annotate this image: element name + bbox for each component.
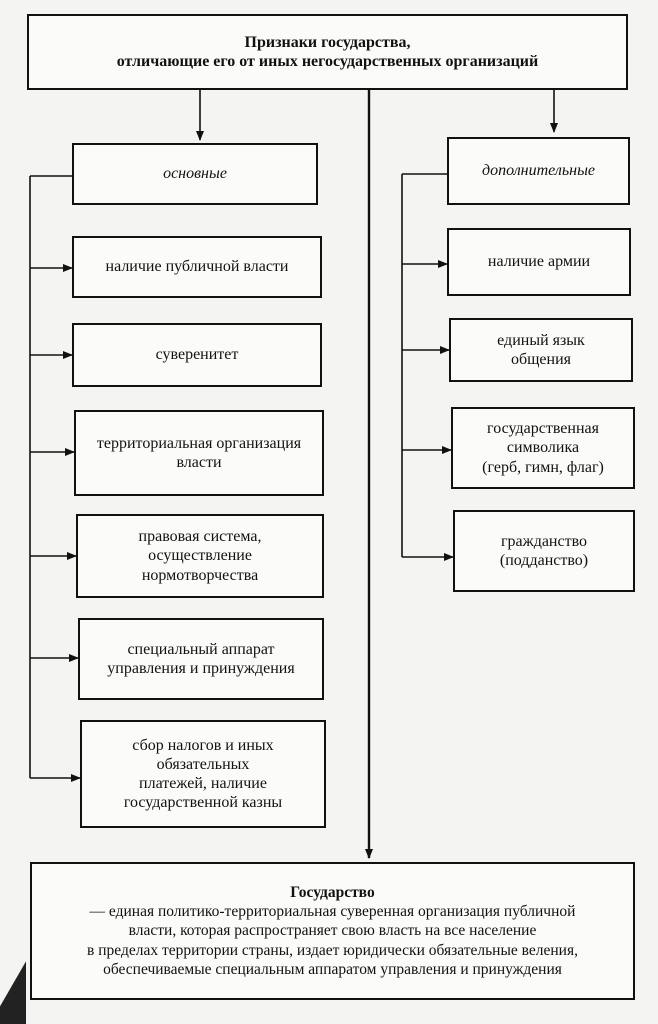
basic-item-text: государственной казны xyxy=(123,794,283,812)
basic-features-box xyxy=(72,143,318,205)
basic-features-label: основные xyxy=(163,165,227,183)
definition-line: — единая политико-территориальная суверенная организация публичной xyxy=(89,902,576,920)
additional-item-text: (подданство) xyxy=(499,552,589,569)
basic-item xyxy=(72,323,322,387)
basic-item-text: управления и принуждения xyxy=(107,660,295,677)
basic-item-text: нормотворчества xyxy=(141,566,259,584)
additional-item-text: общения xyxy=(510,351,572,368)
additional-features-label: дополнительные xyxy=(482,162,595,180)
basic-item xyxy=(76,514,324,598)
basic-item xyxy=(74,410,324,496)
additional-item-text: гражданство xyxy=(500,532,588,550)
additional-features-box xyxy=(447,137,630,205)
additional-item-text: символика xyxy=(506,439,580,457)
basic-item-text: территориальная организация xyxy=(96,434,302,452)
additional-item-text: единый язык xyxy=(497,331,585,349)
additional-item-text: (герб, гимн, флаг) xyxy=(482,458,604,476)
basic-item xyxy=(78,618,324,700)
scan-edge-shadow xyxy=(0,954,26,1024)
title-line-1: Признаки государства, xyxy=(244,33,411,51)
basic-item-text: сбор налогов и иных xyxy=(132,736,274,754)
title-line-2: отличающие его от иных негосударственных организаций xyxy=(116,53,539,70)
basic-item-text: осуществление xyxy=(148,547,252,565)
additional-item xyxy=(453,510,635,592)
basic-item-text: специальный аппарат xyxy=(127,640,275,658)
additional-item-text: государственная xyxy=(487,420,599,438)
basic-item xyxy=(80,720,326,828)
basic-item-text: суверенитет xyxy=(155,346,239,364)
definition-line: в пределах территории страны, издает юридически обязательные веления, xyxy=(87,941,578,959)
state-definition-box xyxy=(30,862,635,1000)
basic-item xyxy=(72,236,322,298)
basic-item-text: обязательных xyxy=(156,755,250,773)
additional-item xyxy=(451,407,635,489)
additional-item xyxy=(447,228,631,296)
basic-item-text: платежей, наличие xyxy=(139,775,267,792)
basic-item-text: власти xyxy=(176,454,222,471)
basic-item-text: наличие публичной власти xyxy=(105,258,289,276)
basic-item-text: правовая система, xyxy=(138,528,262,546)
title-box xyxy=(27,14,628,90)
definition-line: обеспечиваемые специальным аппаратом управления и принуждения xyxy=(103,961,562,979)
definition-line: власти, которая распространяет свою власть на все население xyxy=(128,922,537,940)
additional-item xyxy=(449,318,633,382)
additional-item-text: наличие армии xyxy=(487,253,591,271)
definition-title: Государство xyxy=(290,883,375,901)
